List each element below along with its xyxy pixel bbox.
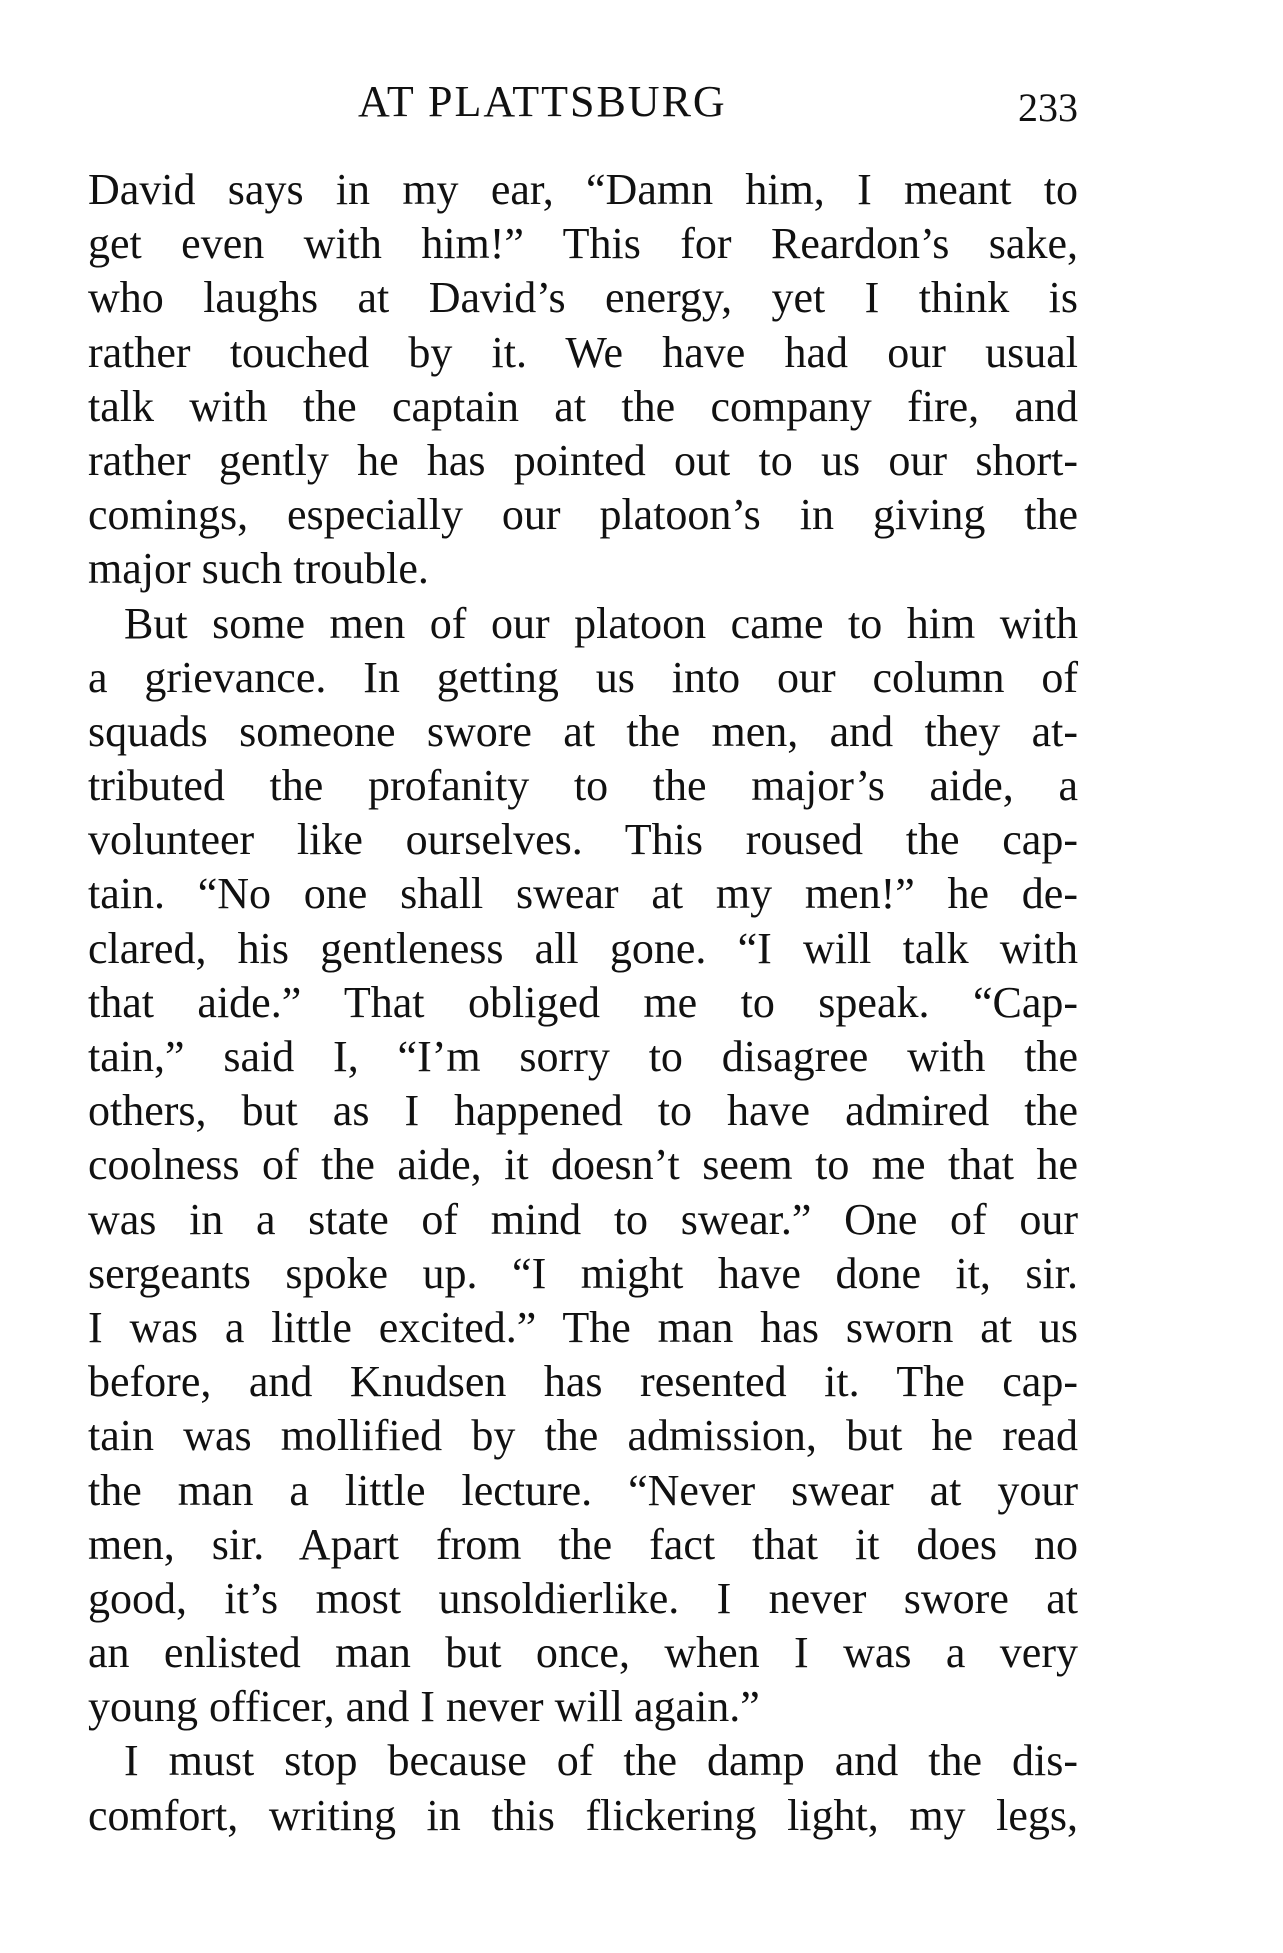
- text-line: tain was mollified by the admission, but he read: [88, 1411, 1078, 1461]
- text-line: volunteer like ourselves. This roused the cap-: [88, 815, 1078, 865]
- running-head: [88, 72, 1078, 132]
- text-line: clared, his gentleness all gone. “I will talk with: [88, 923, 1078, 973]
- text-line: tain,” said I, “I’m sorry to disagree with the: [88, 1032, 1078, 1081]
- running-head-title: AT PLATTSBURG: [358, 77, 727, 126]
- text-line: a grievance. In getting us into our column of: [88, 652, 1078, 702]
- text-line: rather touched by it. We have had our usual: [88, 327, 1078, 377]
- text-line: an enlisted man but once, when I was a very: [88, 1628, 1078, 1678]
- text-line: major such trouble.: [88, 544, 429, 594]
- page-number: 233: [1018, 85, 1078, 130]
- text-line: good, it’s most unsoldierlike. I never swore at: [88, 1573, 1078, 1623]
- body-text: [88, 163, 1078, 1843]
- text-line: was in a state of mind to swear.” One of our: [88, 1194, 1078, 1244]
- text-line: tributed the profanity to the major’s aide, a: [88, 761, 1078, 811]
- text-line: others, but as I happened to have admired the: [88, 1086, 1078, 1136]
- text-line: that aide.” That obliged me to speak. “Cap-: [88, 977, 1078, 1027]
- text-line: young officer, and I never will again.”: [88, 1682, 760, 1732]
- text-line: comfort, writing in this flickering light, my legs,: [88, 1790, 1078, 1840]
- text-line: sergeants spoke up. “I might have done it, sir.: [88, 1248, 1078, 1298]
- text-line: before, and Knudsen has resented it. The cap-: [88, 1357, 1078, 1407]
- text-line: talk with the captain at the company fire, and: [88, 381, 1078, 431]
- text-line: the man a little lecture. “Never swear at your: [88, 1465, 1078, 1515]
- text-line: who laughs at David’s energy, yet I think is: [88, 273, 1078, 323]
- text-line: I was a little excited.” The man has sworn at us: [88, 1302, 1078, 1352]
- text-line: squads someone swore at the men, and they at-: [88, 706, 1078, 756]
- text-line: get even with him!” This for Reardon’s sake,: [88, 219, 1078, 269]
- text-line: rather gently he has pointed out to us our short-: [88, 435, 1078, 485]
- text-line: David says in my ear, “Damn him, I meant to: [88, 165, 1078, 214]
- text-line: men, sir. Apart from the fact that it does no: [88, 1519, 1078, 1569]
- paragraph-first-line: But some men of our platoon came to him with: [124, 598, 1078, 648]
- text-line: tain. “No one shall swear at my men!” he de-: [88, 869, 1078, 919]
- text-line: coolness of the aide, it doesn’t seem to me that he: [88, 1140, 1078, 1190]
- text-line: comings, especially our platoon’s in giving the: [88, 490, 1078, 540]
- paragraph-first-line: I must stop because of the damp and the dis-: [124, 1736, 1078, 1786]
